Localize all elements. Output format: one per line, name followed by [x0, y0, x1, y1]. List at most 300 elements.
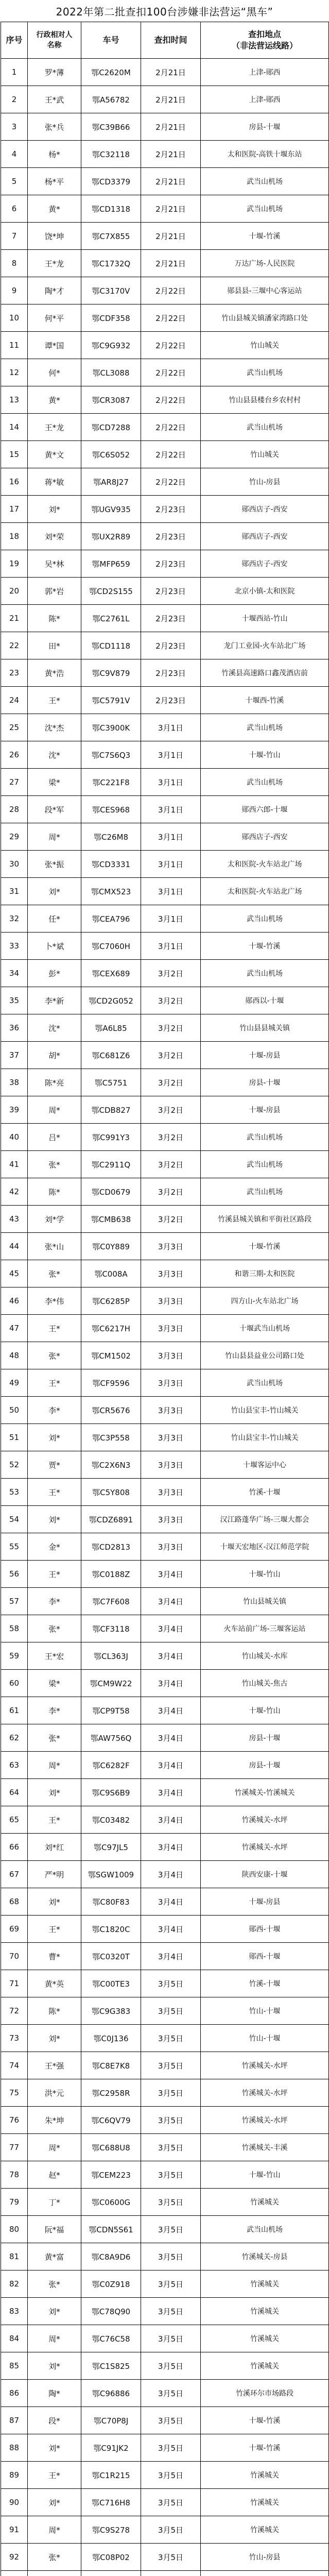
- table-row: [1, 1424, 329, 1451]
- cell-plate: 鄂CDF358: [81, 304, 141, 332]
- table-row: [1, 987, 329, 1014]
- table-row: [1, 2571, 329, 2576]
- cell-place: 十堰-竹溪: [201, 223, 329, 250]
- cell-seq: 41: [1, 1151, 28, 1178]
- cell-place: 竹溪城关-水坪: [201, 2079, 329, 2107]
- cell-time: 3月4日: [141, 1724, 201, 1752]
- cell-place: 北京小镇-太和医院: [201, 578, 329, 605]
- cell-plate: 鄂C2X6N3: [81, 1451, 141, 1479]
- cell-time: 3月4日: [141, 1561, 201, 1588]
- cell-seq: 90: [1, 2489, 28, 2516]
- cell-person: 刘*: [28, 1888, 81, 1916]
- cell-person: 梁*: [28, 1670, 81, 1697]
- cell-place: 房县-十堰: [201, 1752, 329, 1779]
- cell-seq: 80: [1, 2216, 28, 2243]
- table-row: [1, 195, 329, 223]
- cell-plate: 鄂CDZ6891: [81, 1506, 141, 1533]
- cell-seq: 60: [1, 1670, 28, 1697]
- cell-seq: 18: [1, 523, 28, 550]
- cell-time: 3月4日: [141, 1943, 201, 1970]
- table-row: [1, 2216, 329, 2243]
- cell-plate: 鄂AW756Q: [81, 1724, 141, 1752]
- cell-time: 3月4日: [141, 1916, 201, 1943]
- cell-time: 3月5日: [141, 2025, 201, 2052]
- cell-plate: 鄂C0Y889: [81, 1233, 141, 1260]
- cell-time: 3月1日: [141, 851, 201, 878]
- cell-plate: 鄂SGW1009: [81, 1861, 141, 1888]
- cell-seq: 30: [1, 851, 28, 878]
- cell-person: 饶*坤: [28, 223, 81, 250]
- cell-person: 王*: [28, 687, 81, 714]
- cell-seq: 38: [1, 1069, 28, 1096]
- cell-seq: 89: [1, 2462, 28, 2489]
- cell-person: 李*新: [28, 987, 81, 1014]
- cell-seq: 26: [1, 741, 28, 769]
- cell-place: 武当山机场: [201, 769, 329, 796]
- cell-place: 十堰-竹溪: [201, 2434, 329, 2462]
- cell-seq: 23: [1, 659, 28, 687]
- header-person: [28, 22, 81, 59]
- cell-plate: 鄂C1732Q: [81, 250, 141, 277]
- cell-seq: 84: [1, 2325, 28, 2352]
- cell-seq: 16: [1, 468, 28, 496]
- cell-person: 王*武: [28, 86, 81, 113]
- cell-plate: 鄂A56782: [81, 86, 141, 113]
- table-row: [1, 1233, 329, 1260]
- cell-seq: 31: [1, 878, 28, 905]
- cell-plate: [81, 2571, 141, 2576]
- table-row: [1, 1861, 329, 1888]
- cell-seq: 51: [1, 1424, 28, 1451]
- cell-time: 3月5日: [141, 2161, 201, 2189]
- cell-seq: 21: [1, 605, 28, 632]
- table-row: [1, 1533, 329, 1561]
- cell-seq: 20: [1, 578, 28, 605]
- cell-seq: 72: [1, 1997, 28, 2025]
- cell-place: 龙门工业园-火车站北广场: [201, 632, 329, 659]
- cell-place: 和谐三期-太和医院: [201, 1260, 329, 1287]
- table-row: [1, 1397, 329, 1424]
- table-row: [1, 304, 329, 332]
- cell-plate: 鄂C3P558: [81, 1424, 141, 1451]
- cell-plate: 鄂C6QV79: [81, 2107, 141, 2134]
- cell-plate: 鄂C7060H: [81, 933, 141, 960]
- cell-plate: 鄂C8E7K8: [81, 2052, 141, 2079]
- cell-seq: 27: [1, 769, 28, 796]
- cell-time: 3月1日: [141, 714, 201, 741]
- cell-plate: 鄂CD2813: [81, 1533, 141, 1561]
- cell-person: [28, 2571, 81, 2576]
- table-row: [1, 223, 329, 250]
- cell-person: 张*山: [28, 1233, 81, 1260]
- cell-place: 十堰-竹溪: [201, 1233, 329, 1260]
- cell-time: 3月3日: [141, 1451, 201, 1479]
- cell-time: 2月21日: [141, 223, 201, 250]
- table-row: [1, 1014, 329, 1042]
- cell-place: 竹山城关: [201, 332, 329, 359]
- table-row: [1, 741, 329, 769]
- cell-person: 田*: [28, 632, 81, 659]
- cell-place: 竹山县宝丰-竹山城关: [201, 1424, 329, 1451]
- cell-place: 竹溪-十堰: [201, 1479, 329, 1506]
- cell-plate: 鄂C7S6Q3: [81, 741, 141, 769]
- cell-place: 火车站前广场-三堰客运站: [201, 1615, 329, 1642]
- cell-person: 阮*福: [28, 2216, 81, 2243]
- cell-place: 十堰-竹山: [201, 1697, 329, 1724]
- cell-plate: 鄂C221F8: [81, 769, 141, 796]
- cell-place: 竹溪城关: [201, 2189, 329, 2216]
- cell-seq: 6: [1, 195, 28, 223]
- cell-time: 3月2日: [141, 1014, 201, 1042]
- table-row: [1, 1479, 329, 1506]
- table-row: [1, 1834, 329, 1861]
- cell-place: 竹溪城关-水坪: [201, 1834, 329, 1861]
- cell-time: 3月5日: [141, 2298, 201, 2325]
- cell-person: 张*: [28, 1342, 81, 1369]
- cell-plate: 鄂CD2G052: [81, 987, 141, 1014]
- table-row: [1, 2243, 329, 2270]
- cell-place: 郧西店子-西安: [201, 550, 329, 578]
- cell-person: 周*: [28, 2134, 81, 2161]
- cell-seq: 70: [1, 1943, 28, 1970]
- table-row: [1, 332, 329, 359]
- cell-plate: 鄂CR3087: [81, 386, 141, 414]
- table-row: [1, 605, 329, 632]
- cell-plate: 鄂C688U8: [81, 2134, 141, 2161]
- table-row: [1, 141, 329, 168]
- table-row: [1, 1124, 329, 1151]
- cell-time: 2月22日: [141, 414, 201, 441]
- table-row: [1, 550, 329, 578]
- cell-person: 王*: [28, 1315, 81, 1342]
- cell-plate: 鄂CMX523: [81, 878, 141, 905]
- table-row: [1, 960, 329, 987]
- cell-time: 3月2日: [141, 1124, 201, 1151]
- cell-plate: 鄂C2761L: [81, 605, 141, 632]
- cell-time: 3月5日: [141, 2270, 201, 2298]
- cell-plate: 鄂C7F608: [81, 1588, 141, 1615]
- cell-time: 3月5日: [141, 2325, 201, 2352]
- cell-plate: 鄂CM1502: [81, 1342, 141, 1369]
- cell-person: 周*: [28, 2516, 81, 2544]
- cell-person: 李*: [28, 1397, 81, 1424]
- cell-plate: 鄂MFP659: [81, 550, 141, 578]
- header-seq: 序号: [1, 22, 28, 59]
- cell-time: 3月3日: [141, 1506, 201, 1533]
- cell-plate: 鄂C7X855: [81, 223, 141, 250]
- cell-person: 洪*元: [28, 2079, 81, 2107]
- table-row: [1, 2298, 329, 2325]
- table-row: [1, 933, 329, 960]
- cell-place: 竹山县县楼台乡农村村: [201, 386, 329, 414]
- header-row: [1, 22, 329, 59]
- cell-person: 张*: [28, 1615, 81, 1642]
- cell-place: 郧西店子-西安: [201, 496, 329, 523]
- cell-person: 沈*杰: [28, 714, 81, 741]
- cell-place: 郧县县-三堰中心客运站: [201, 277, 329, 304]
- table-row: [1, 113, 329, 141]
- cell-person: 吕*: [28, 1124, 81, 1151]
- cell-plate: 鄂C9S278: [81, 2516, 141, 2544]
- cell-seq: 12: [1, 359, 28, 386]
- table-row: [1, 1697, 329, 1724]
- header-place-line2: （非法营运线路）: [231, 41, 298, 50]
- cell-place: 竹溪城关-竹溪城关: [201, 1779, 329, 1806]
- cell-place: 武当山机场: [201, 1124, 329, 1151]
- cell-time: 3月5日: [141, 2516, 201, 2544]
- cell-person: 曹*: [28, 1943, 81, 1970]
- cell-time: 3月4日: [141, 1615, 201, 1642]
- cell-person: 谭*国: [28, 332, 81, 359]
- table-row: [1, 1287, 329, 1315]
- cell-place: 竹溪城关: [201, 2325, 329, 2352]
- cell-plate: 鄂C97JL5: [81, 1834, 141, 1861]
- cell-place: 十堰武当山机场: [201, 1315, 329, 1342]
- cell-person: 刘*: [28, 2025, 81, 2052]
- cell-time: 3月1日: [141, 933, 201, 960]
- cell-place: 十堰西站-竹山: [201, 605, 329, 632]
- cell-plate: 鄂CD3331: [81, 851, 141, 878]
- cell-seq: 13: [1, 386, 28, 414]
- cell-seq: 11: [1, 332, 28, 359]
- cell-person: 蒋*敏: [28, 468, 81, 496]
- cell-person: 胡*: [28, 1042, 81, 1069]
- table-row: [1, 905, 329, 933]
- cell-time: 3月1日: [141, 769, 201, 796]
- cell-place: 竹山县城关镇: [201, 1588, 329, 1615]
- cell-plate: 鄂C991Y3: [81, 1124, 141, 1151]
- cell-time: 2月22日: [141, 441, 201, 468]
- cell-time: 3月2日: [141, 1042, 201, 1069]
- table-row: [1, 386, 329, 414]
- cell-time: 2月23日: [141, 496, 201, 523]
- cell-time: 2月22日: [141, 304, 201, 332]
- cell-person: 李*伟: [28, 1287, 81, 1315]
- cell-seq: 58: [1, 1615, 28, 1642]
- cell-place: 汉江路蓬华广场-三堰大都会: [201, 1506, 329, 1533]
- cell-person: 王*龙: [28, 250, 81, 277]
- cell-place: 武当山机场: [201, 359, 329, 386]
- cell-plate: 鄂C76C58: [81, 2325, 141, 2352]
- cell-time: 3月4日: [141, 1642, 201, 1670]
- cell-place: 太和医院-火车站北广场: [201, 851, 329, 878]
- cell-place: 郧西店子-西安: [201, 823, 329, 851]
- cell-person: 刘*: [28, 2352, 81, 2380]
- cell-place: 上津-郧西: [201, 59, 329, 86]
- cell-seq: 43: [1, 1206, 28, 1233]
- cell-place: 房县-十堰: [201, 1069, 329, 1096]
- cell-time: 3月2日: [141, 1151, 201, 1178]
- cell-time: 3月3日: [141, 1260, 201, 1287]
- cell-seq: 29: [1, 823, 28, 851]
- table-row: [1, 1997, 329, 2025]
- cell-person: 张*振: [28, 851, 81, 878]
- table-row: [1, 1315, 329, 1342]
- cell-time: 2月22日: [141, 277, 201, 304]
- cell-plate: 鄂C9V879: [81, 659, 141, 687]
- cell-plate: 鄂C08P02: [81, 2544, 141, 2571]
- cell-plate: 鄂CM9W22: [81, 1670, 141, 1697]
- header-plate: 车号: [81, 22, 141, 59]
- cell-seq: [1, 2571, 28, 2576]
- cell-time: 2月21日: [141, 195, 201, 223]
- cell-seq: 47: [1, 1315, 28, 1342]
- cell-plate: 鄂C6285P: [81, 1287, 141, 1315]
- cell-person: 刘*红: [28, 1834, 81, 1861]
- cell-seq: 74: [1, 2052, 28, 2079]
- cell-plate: 鄂C78Q90: [81, 2298, 141, 2325]
- cell-person: 王*: [28, 1916, 81, 1943]
- cell-person: 郭*岩: [28, 578, 81, 605]
- table-row: [1, 250, 329, 277]
- cell-time: 3月5日: [141, 1970, 201, 1997]
- cell-place: 十堰-房县: [201, 1042, 329, 1069]
- cell-seq: 35: [1, 987, 28, 1014]
- cell-place: 武当山机场: [201, 1369, 329, 1397]
- cell-place: 十堰天宏地区-汉江师范学院: [201, 1533, 329, 1561]
- cell-time: 2月23日: [141, 687, 201, 714]
- cell-time: 3月5日: [141, 2544, 201, 2571]
- cell-person: 杨*平: [28, 168, 81, 195]
- cell-person: 刘*学: [28, 1206, 81, 1233]
- cell-person: 赵*: [28, 2161, 81, 2189]
- cell-plate: 鄂C0320T: [81, 1943, 141, 1970]
- table-row: [1, 823, 329, 851]
- cell-place: 竹山-房县: [201, 2544, 329, 2571]
- cell-time: 2月22日: [141, 468, 201, 496]
- cell-place: 太和医院-火车站北广场: [201, 878, 329, 905]
- table-row: [1, 1042, 329, 1069]
- cell-seq: 14: [1, 414, 28, 441]
- cell-plate: 鄂C96886: [81, 2380, 141, 2407]
- cell-seq: 5: [1, 168, 28, 195]
- cell-plate: 鄂C70P8J: [81, 2407, 141, 2434]
- cell-seq: 40: [1, 1124, 28, 1151]
- cell-plate: 鄂C9G383: [81, 1997, 141, 2025]
- cell-seq: 55: [1, 1533, 28, 1561]
- cell-plate: 鄂CR5676: [81, 1397, 141, 1424]
- cell-person: 彭*: [28, 960, 81, 987]
- cell-time: 3月5日: [141, 2134, 201, 2161]
- cell-time: 3月2日: [141, 1069, 201, 1096]
- cell-seq: 4: [1, 141, 28, 168]
- cell-seq: 34: [1, 960, 28, 987]
- cell-place: 郧西店子-西安: [201, 523, 329, 550]
- table-row: [1, 2189, 329, 2216]
- cell-place: 竹溪城关: [201, 2462, 329, 2489]
- table-row: [1, 1615, 329, 1642]
- table-row: [1, 2434, 329, 2462]
- cell-time: 3月5日: [141, 2380, 201, 2407]
- cell-time: 2月22日: [141, 386, 201, 414]
- header-time: 查扣时间: [141, 22, 201, 59]
- table-row: [1, 2516, 329, 2544]
- table-row: [1, 1206, 329, 1233]
- cell-seq: 22: [1, 632, 28, 659]
- cell-time: 3月4日: [141, 1861, 201, 1888]
- cell-seq: 33: [1, 933, 28, 960]
- cell-plate: 鄂C3170V: [81, 277, 141, 304]
- cell-plate: 鄂C6S052: [81, 441, 141, 468]
- cell-person: 刘*: [28, 2489, 81, 2516]
- table-row: [1, 2544, 329, 2571]
- cell-plate: 鄂C0188Z: [81, 1561, 141, 1588]
- cell-seq: 3: [1, 113, 28, 141]
- table-row: [1, 578, 329, 605]
- cell-person: 王*: [28, 1369, 81, 1397]
- cell-plate: 鄂C2911Q: [81, 1151, 141, 1178]
- cell-place: 十堰-竹溪: [201, 2407, 329, 2434]
- cell-person: 刘*: [28, 878, 81, 905]
- cell-plate: 鄂C716H8: [81, 2489, 141, 2516]
- cell-time: 3月1日: [141, 823, 201, 851]
- table-row: [1, 714, 329, 741]
- cell-person: 朱*坤: [28, 2107, 81, 2134]
- cell-time: 3月4日: [141, 1670, 201, 1697]
- table-row: [1, 1943, 329, 1970]
- header-place-line1: 查扣地点: [248, 29, 281, 39]
- table-row: [1, 1806, 329, 1834]
- cell-seq: 48: [1, 1342, 28, 1369]
- cell-seq: 76: [1, 2107, 28, 2134]
- cell-place: 竹溪城关-水坪: [201, 1806, 329, 1834]
- cell-person: 任*: [28, 905, 81, 933]
- cell-place: 竹溪城关: [201, 2298, 329, 2325]
- cell-plate: 鄂C91JK2: [81, 2434, 141, 2462]
- cell-person: 刘*: [28, 1424, 81, 1451]
- cell-person: 严*明: [28, 1861, 81, 1888]
- cell-seq: 71: [1, 1970, 28, 1997]
- cell-time: 3月4日: [141, 1697, 201, 1724]
- cell-person: 沈*: [28, 1014, 81, 1042]
- cell-plate: 鄂UX2R89: [81, 523, 141, 550]
- cell-place: 竹山城关-水库: [201, 1642, 329, 1670]
- cell-time: 3月5日: [141, 2462, 201, 2489]
- cell-seq: 45: [1, 1260, 28, 1287]
- cell-place: 竹溪城关: [201, 2489, 329, 2516]
- cell-person: 陈*: [28, 605, 81, 632]
- seized-vehicles-table: [1, 22, 329, 2576]
- table-row: [1, 2134, 329, 2161]
- cell-time: 2月21日: [141, 168, 201, 195]
- cell-plate: 鄂C008A: [81, 1260, 141, 1287]
- cell-plate: 鄂C6282F: [81, 1752, 141, 1779]
- cell-time: 2月23日: [141, 578, 201, 605]
- cell-seq: 78: [1, 2161, 28, 2189]
- cell-place: 十堰客运中心: [201, 1451, 329, 1479]
- table-row: [1, 1779, 329, 1806]
- cell-plate: 鄂A6L85: [81, 1014, 141, 1042]
- table-row: [1, 2462, 329, 2489]
- cell-time: 3月5日: [141, 2407, 201, 2434]
- cell-place: 竹溪-十堰: [201, 1970, 329, 1997]
- cell-time: 3月4日: [141, 1888, 201, 1916]
- cell-plate: 鄂C32118: [81, 141, 141, 168]
- cell-time: 3月4日: [141, 1779, 201, 1806]
- cell-place: 十堰-房县: [201, 1888, 329, 1916]
- cell-person: 贾*: [28, 1451, 81, 1479]
- cell-seq: 61: [1, 1697, 28, 1724]
- cell-seq: 62: [1, 1724, 28, 1752]
- cell-time: 3月3日: [141, 1233, 201, 1260]
- cell-person: 周*: [28, 1752, 81, 1779]
- table-row: [1, 496, 329, 523]
- cell-place: 武当山机场: [201, 1178, 329, 1206]
- cell-person: 杨*: [28, 141, 81, 168]
- cell-time: 3月2日: [141, 1096, 201, 1124]
- cell-plate: 鄂UGV935: [81, 496, 141, 523]
- cell-place: 十堰西-竹溪: [201, 687, 329, 714]
